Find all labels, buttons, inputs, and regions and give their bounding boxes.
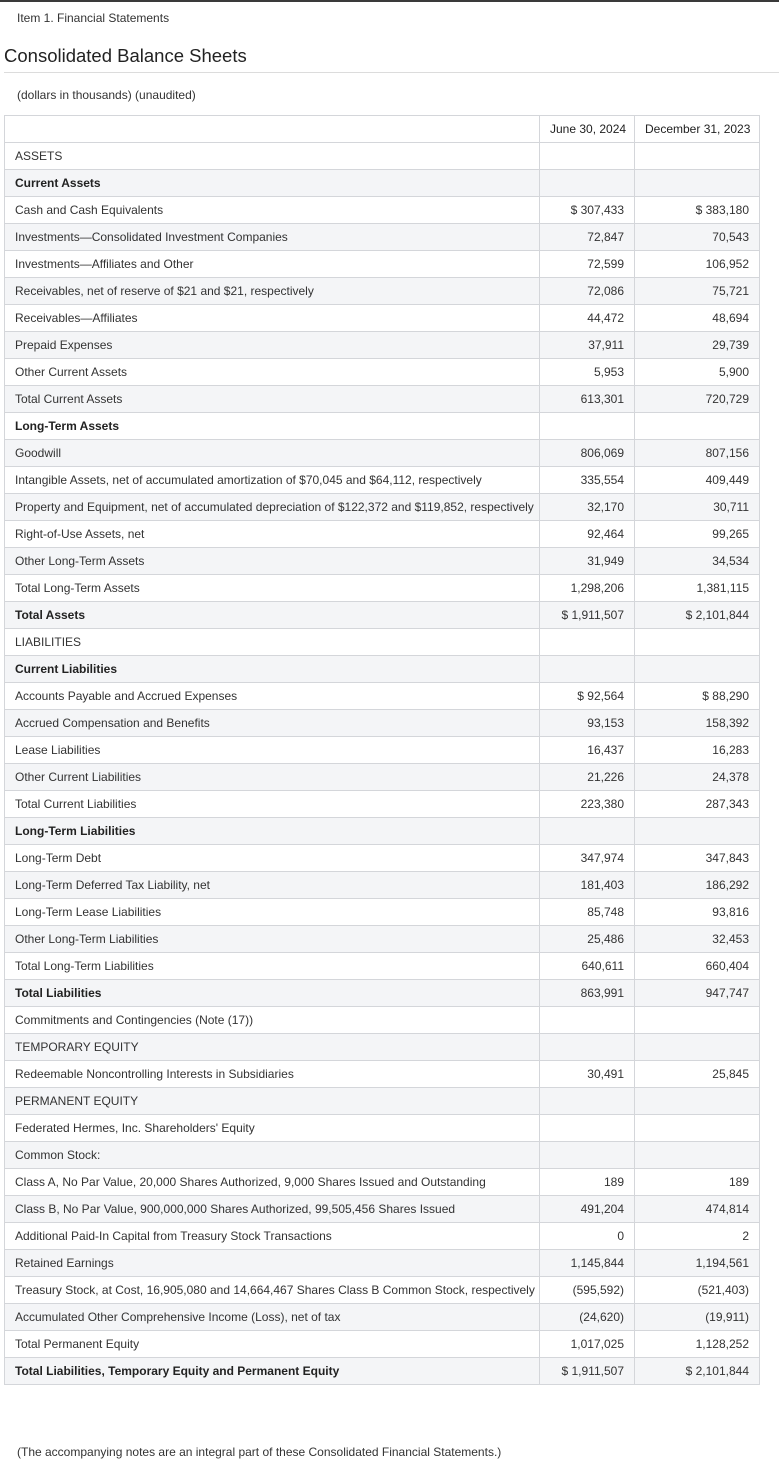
- value-june-2024: 613,301: [540, 386, 635, 413]
- row-label: Total Current Liabilities: [5, 791, 540, 818]
- column-header-label: [5, 116, 540, 143]
- value-june-2024: 806,069: [540, 440, 635, 467]
- value-june-2024: [540, 413, 635, 440]
- value-june-2024: 1,017,025: [540, 1331, 635, 1358]
- table-row: [5, 953, 760, 980]
- row-label: Right-of-Use Assets, net: [5, 521, 540, 548]
- value-december-2023: 24,378: [635, 764, 760, 791]
- value-december-2023: 48,694: [635, 305, 760, 332]
- value-december-2023: [635, 1115, 760, 1142]
- value-december-2023: 189: [635, 1169, 760, 1196]
- value-december-2023: $ 2,101,844: [635, 602, 760, 629]
- value-december-2023: 947,747: [635, 980, 760, 1007]
- value-december-2023: 720,729: [635, 386, 760, 413]
- table-row: [5, 1142, 760, 1169]
- value-june-2024: 72,086: [540, 278, 635, 305]
- value-june-2024: (24,620): [540, 1304, 635, 1331]
- value-december-2023: 409,449: [635, 467, 760, 494]
- row-label: Current Liabilities: [5, 656, 540, 683]
- value-june-2024: 25,486: [540, 926, 635, 953]
- value-december-2023: (521,403): [635, 1277, 760, 1304]
- row-label: Long-Term Lease Liabilities: [5, 899, 540, 926]
- value-december-2023: $ 383,180: [635, 197, 760, 224]
- table-row: [5, 629, 760, 656]
- row-label: PERMANENT EQUITY: [5, 1088, 540, 1115]
- row-label: Other Long-Term Assets: [5, 548, 540, 575]
- value-june-2024: (595,592): [540, 1277, 635, 1304]
- value-december-2023: [635, 1088, 760, 1115]
- value-december-2023: $ 2,101,844: [635, 1358, 760, 1385]
- value-june-2024: [540, 1007, 635, 1034]
- value-june-2024: 72,599: [540, 251, 635, 278]
- table-row: [5, 1304, 760, 1331]
- value-december-2023: 5,900: [635, 359, 760, 386]
- value-june-2024: [540, 818, 635, 845]
- table-row: [5, 737, 760, 764]
- value-june-2024: [540, 1034, 635, 1061]
- row-label: Lease Liabilities: [5, 737, 540, 764]
- value-june-2024: 32,170: [540, 494, 635, 521]
- value-december-2023: 1,194,561: [635, 1250, 760, 1277]
- value-june-2024: 1,145,844: [540, 1250, 635, 1277]
- table-row: [5, 197, 760, 224]
- column-header-december-2023: December 31, 2023: [635, 116, 760, 143]
- table-header-row: [5, 116, 760, 143]
- table-row: [5, 224, 760, 251]
- value-june-2024: 30,491: [540, 1061, 635, 1088]
- row-label: Prepaid Expenses: [5, 332, 540, 359]
- value-december-2023: 30,711: [635, 494, 760, 521]
- row-label: Property and Equipment, net of accumulated depreciation of $122,372 and $119,852, respectively: [5, 494, 540, 521]
- row-label: Long-Term Liabilities: [5, 818, 540, 845]
- row-label: Accrued Compensation and Benefits: [5, 710, 540, 737]
- table-row: [5, 1250, 760, 1277]
- table-row: [5, 359, 760, 386]
- row-label: Common Stock:: [5, 1142, 540, 1169]
- table-row: [5, 1169, 760, 1196]
- row-label: Treasury Stock, at Cost, 16,905,080 and 14,664,467 Shares Class B Common Stock, respectively: [5, 1277, 540, 1304]
- value-june-2024: 223,380: [540, 791, 635, 818]
- value-december-2023: 32,453: [635, 926, 760, 953]
- value-june-2024: 92,464: [540, 521, 635, 548]
- table-row: [5, 1115, 760, 1142]
- row-label: Long-Term Debt: [5, 845, 540, 872]
- row-label: Other Current Liabilities: [5, 764, 540, 791]
- table-row: [5, 1034, 760, 1061]
- value-june-2024: $ 92,564: [540, 683, 635, 710]
- table-row: [5, 386, 760, 413]
- table-row: [5, 764, 760, 791]
- table-row: [5, 1331, 760, 1358]
- table-row: [5, 1061, 760, 1088]
- table-row: [5, 1088, 760, 1115]
- value-june-2024: 31,949: [540, 548, 635, 575]
- value-december-2023: 474,814: [635, 1196, 760, 1223]
- title-divider: [4, 72, 779, 73]
- units-note: (dollars in thousands) (unaudited): [17, 88, 196, 102]
- value-june-2024: 37,911: [540, 332, 635, 359]
- row-label: ASSETS: [5, 143, 540, 170]
- row-label: Total Permanent Equity: [5, 1331, 540, 1358]
- row-label: Receivables—Affiliates: [5, 305, 540, 332]
- row-label: Total Liabilities: [5, 980, 540, 1007]
- table-row: [5, 170, 760, 197]
- value-december-2023: 99,265: [635, 521, 760, 548]
- row-label: Intangible Assets, net of accumulated amortization of $70,045 and $64,112, respectively: [5, 467, 540, 494]
- column-header-june-2024: June 30, 2024: [540, 116, 635, 143]
- row-label: Total Liabilities, Temporary Equity and Permanent Equity: [5, 1358, 540, 1385]
- table-row: [5, 980, 760, 1007]
- row-label: Long-Term Assets: [5, 413, 540, 440]
- row-label: Retained Earnings: [5, 1250, 540, 1277]
- value-december-2023: 158,392: [635, 710, 760, 737]
- table-row: [5, 710, 760, 737]
- value-december-2023: 93,816: [635, 899, 760, 926]
- value-june-2024: [540, 1115, 635, 1142]
- row-label: Accumulated Other Comprehensive Income (Loss), net of tax: [5, 1304, 540, 1331]
- table-row: [5, 332, 760, 359]
- table-row: [5, 413, 760, 440]
- table-row: [5, 1358, 760, 1385]
- row-label: Cash and Cash Equivalents: [5, 197, 540, 224]
- table-row: [5, 278, 760, 305]
- value-june-2024: 640,611: [540, 953, 635, 980]
- table-row: [5, 656, 760, 683]
- balance-sheet-table: [4, 115, 760, 1385]
- value-december-2023: [635, 143, 760, 170]
- row-label: Total Assets: [5, 602, 540, 629]
- row-label: Class B, No Par Value, 900,000,000 Shares Authorized, 99,505,456 Shares Issued: [5, 1196, 540, 1223]
- row-label: Total Current Assets: [5, 386, 540, 413]
- value-december-2023: (19,911): [635, 1304, 760, 1331]
- value-december-2023: 70,543: [635, 224, 760, 251]
- table-row: [5, 602, 760, 629]
- value-june-2024: 93,153: [540, 710, 635, 737]
- table-row: [5, 683, 760, 710]
- table-row: [5, 305, 760, 332]
- value-june-2024: 21,226: [540, 764, 635, 791]
- row-label: Accounts Payable and Accrued Expenses: [5, 683, 540, 710]
- value-december-2023: 16,283: [635, 737, 760, 764]
- value-june-2024: 189: [540, 1169, 635, 1196]
- table-row: [5, 494, 760, 521]
- row-label: Investments—Consolidated Investment Companies: [5, 224, 540, 251]
- value-december-2023: 29,739: [635, 332, 760, 359]
- table-row: [5, 791, 760, 818]
- footnote: (The accompanying notes are an integral part of these Consolidated Financial Statements.): [17, 1445, 502, 1459]
- value-june-2024: 44,472: [540, 305, 635, 332]
- value-june-2024: 0: [540, 1223, 635, 1250]
- row-label: Class A, No Par Value, 20,000 Shares Authorized, 9,000 Shares Issued and Outstanding: [5, 1169, 540, 1196]
- table-row: [5, 575, 760, 602]
- value-december-2023: 660,404: [635, 953, 760, 980]
- value-december-2023: 75,721: [635, 278, 760, 305]
- value-december-2023: 2: [635, 1223, 760, 1250]
- row-label: Other Current Assets: [5, 359, 540, 386]
- table-row: [5, 440, 760, 467]
- value-june-2024: 863,991: [540, 980, 635, 1007]
- table-row: [5, 1007, 760, 1034]
- row-label: Total Long-Term Liabilities: [5, 953, 540, 980]
- value-december-2023: [635, 1007, 760, 1034]
- value-june-2024: [540, 170, 635, 197]
- row-label: Receivables, net of reserve of $21 and $21, respectively: [5, 278, 540, 305]
- value-december-2023: [635, 629, 760, 656]
- value-december-2023: [635, 1142, 760, 1169]
- value-december-2023: [635, 818, 760, 845]
- table-row: [5, 845, 760, 872]
- table-row: [5, 548, 760, 575]
- value-december-2023: 1,128,252: [635, 1331, 760, 1358]
- row-label: Commitments and Contingencies (Note (17)): [5, 1007, 540, 1034]
- row-label: Additional Paid-In Capital from Treasury Stock Transactions: [5, 1223, 540, 1250]
- value-december-2023: [635, 1034, 760, 1061]
- table-row: [5, 143, 760, 170]
- value-june-2024: 491,204: [540, 1196, 635, 1223]
- value-december-2023: [635, 656, 760, 683]
- value-june-2024: 85,748: [540, 899, 635, 926]
- value-december-2023: 807,156: [635, 440, 760, 467]
- value-december-2023: 106,952: [635, 251, 760, 278]
- value-june-2024: [540, 656, 635, 683]
- value-december-2023: 186,292: [635, 872, 760, 899]
- table-row: [5, 467, 760, 494]
- row-label: TEMPORARY EQUITY: [5, 1034, 540, 1061]
- value-december-2023: $ 88,290: [635, 683, 760, 710]
- balance-sheet-body: [5, 143, 760, 1385]
- table-row: [5, 1223, 760, 1250]
- value-june-2024: 181,403: [540, 872, 635, 899]
- table-row: [5, 1277, 760, 1304]
- value-december-2023: 347,843: [635, 845, 760, 872]
- row-label: Long-Term Deferred Tax Liability, net: [5, 872, 540, 899]
- value-june-2024: 335,554: [540, 467, 635, 494]
- row-label: Investments—Affiliates and Other: [5, 251, 540, 278]
- table-row: [5, 1196, 760, 1223]
- value-december-2023: [635, 170, 760, 197]
- row-label: Current Assets: [5, 170, 540, 197]
- value-june-2024: $ 307,433: [540, 197, 635, 224]
- value-december-2023: 1,381,115: [635, 575, 760, 602]
- table-row: [5, 872, 760, 899]
- row-label: Redeemable Noncontrolling Interests in Subsidiaries: [5, 1061, 540, 1088]
- table-row: [5, 818, 760, 845]
- value-june-2024: 72,847: [540, 224, 635, 251]
- value-june-2024: [540, 629, 635, 656]
- value-december-2023: 34,534: [635, 548, 760, 575]
- value-june-2024: 1,298,206: [540, 575, 635, 602]
- value-june-2024: $ 1,911,507: [540, 602, 635, 629]
- row-label: Goodwill: [5, 440, 540, 467]
- value-june-2024: 347,974: [540, 845, 635, 872]
- row-label: LIABILITIES: [5, 629, 540, 656]
- value-december-2023: 287,343: [635, 791, 760, 818]
- value-june-2024: 5,953: [540, 359, 635, 386]
- value-june-2024: [540, 143, 635, 170]
- row-label: Federated Hermes, Inc. Shareholders' Equity: [5, 1115, 540, 1142]
- value-december-2023: 25,845: [635, 1061, 760, 1088]
- table-row: [5, 521, 760, 548]
- page-title: Consolidated Balance Sheets: [4, 45, 247, 66]
- value-june-2024: 16,437: [540, 737, 635, 764]
- row-label: Other Long-Term Liabilities: [5, 926, 540, 953]
- table-row: [5, 926, 760, 953]
- table-row: [5, 899, 760, 926]
- breadcrumb: Item 1. Financial Statements: [17, 11, 170, 25]
- value-june-2024: [540, 1088, 635, 1115]
- table-row: [5, 251, 760, 278]
- value-june-2024: $ 1,911,507: [540, 1358, 635, 1385]
- value-december-2023: [635, 413, 760, 440]
- value-june-2024: [540, 1142, 635, 1169]
- row-label: Total Long-Term Assets: [5, 575, 540, 602]
